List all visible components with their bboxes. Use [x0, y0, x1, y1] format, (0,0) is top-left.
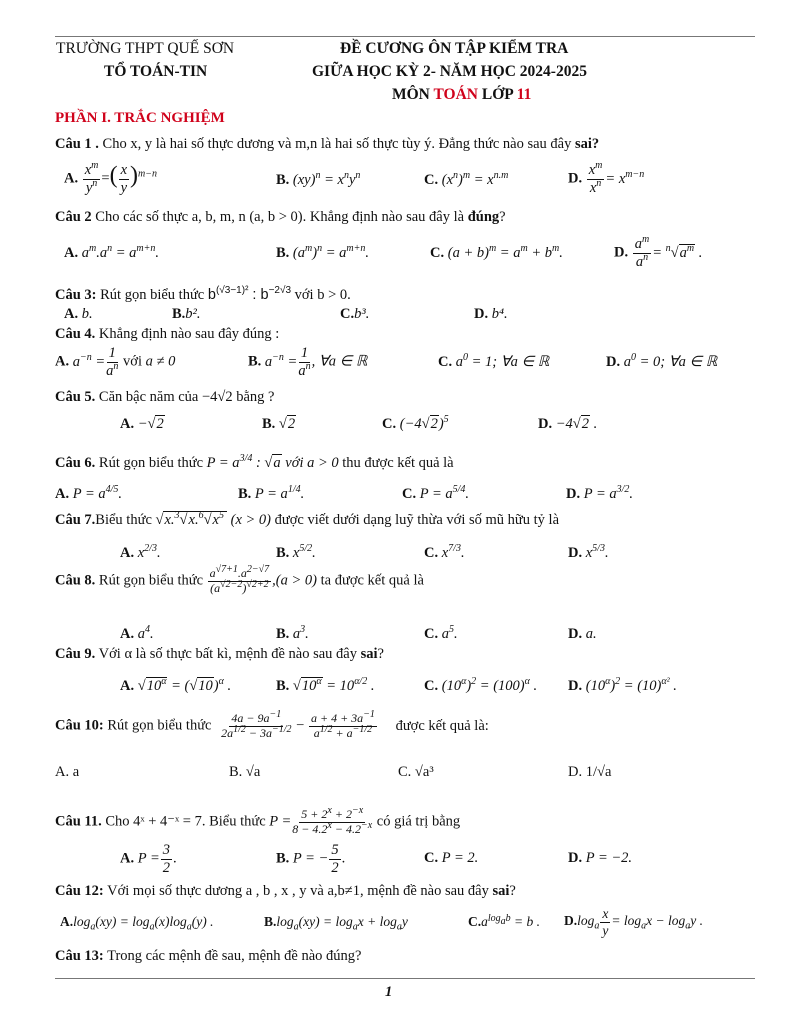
q6-option-d: D. $P = a^{3/2}$. [566, 484, 634, 502]
q7-option-c: C. $x^{7/3}$. [424, 543, 465, 561]
subject-line [392, 86, 531, 104]
question-8: Câu 8. Rút gọn biểu thức $\frac{a^{√7+1}.a^{2-√7}}{(a^{√2-2})^{√2+2}}$ ,(a > 0) ta được kết quả là [55, 564, 424, 595]
subject-suffix: LỚP [481, 86, 513, 103]
q1-option-c: C. $(x^n)^m = x^{n.m}$ [424, 170, 509, 188]
q5-option-a: A. −√2 [120, 416, 164, 432]
q5-option-c: C. $(-4√2)^5$ [382, 414, 449, 432]
q12-option-d: $D.\log_a$ $\frac{x}{y}$ = $\log_ax - \log_ay$ . [564, 906, 703, 938]
q4-option-c: C. $a^0 = 1$; ∀a ∈ ℝ [438, 352, 550, 370]
q5-option-d: D. −4√2 . [538, 416, 598, 432]
q3-option-a: A. b. [64, 306, 93, 322]
q9-option-a: A. $√10^\alpha = (√10)^\alpha$ . [120, 676, 232, 694]
question-9: Câu 9. Với α là số thực bất kì, mệnh đề nào sau đây sai? [55, 646, 384, 662]
doc-title-line1: ĐỀ CƯƠNG ÔN TẬP KIỂM TRA [340, 40, 569, 57]
q3-option-d: D. b⁴. [474, 306, 508, 322]
department-name: TỔ TOÁN-TIN [104, 63, 208, 80]
q2-option-c: C. $(a + b)^m = a^m + b^m$. [430, 243, 563, 261]
section-title: PHẦN I. TRẮC NGHIỆM [55, 110, 225, 126]
q4-option-a: A. $a^{-n}$ = $\frac{1}{a^n}$ với a ≠ 0 [55, 345, 176, 379]
q6-option-b: B. $P = a^{1/4}$. [238, 484, 305, 502]
q11-option-a: A. P = $\frac{3}{2}$ . [120, 842, 177, 876]
question-1 [55, 136, 599, 153]
q4-option-b: B. $a^{-n}$ = $\frac{1}{a^n}$ , ∀a ∈ ℝ [248, 345, 368, 379]
q9-option-c: C. $(10^\alpha)^2 = (100)^\alpha$ . [424, 676, 538, 694]
top-rule [55, 36, 755, 37]
question-6: Câu 6. Rút gọn biểu thức $P = a^{3/4}$ : √a với a > 0 thu được kết quả là [55, 453, 454, 471]
subject-word: TOÁN [433, 86, 479, 103]
grade: 11 [516, 86, 532, 103]
q1-option-d: D. $\frac{x^m}{x^n}$ = $x^{m-n}$ [568, 160, 645, 196]
question-7: Câu 7.Biểu thức $√x.^3√x.^6√x^5$ (x > 0) được viết dưới dạng luỹ thừa với số mũ hữu tỷ là [55, 510, 560, 528]
question-2: Câu 2 Cho các số thực a, b, m, n (a, b > 0). Khẳng định nào sau đây là đúng? [55, 209, 506, 225]
q12-option-a: $A.\log_a(xy) = \log_a(x)\log_a(y)$ . [60, 914, 214, 933]
q10-option-a: A. a [55, 764, 80, 780]
doc-title-line2: GIỮA HỌC KỲ 2- NĂM HỌC 2024-2025 [312, 63, 587, 80]
question-4: Câu 4. Khẳng định nào sau đây đúng : [55, 326, 280, 342]
q10-option-d: D. 1/√a [568, 764, 612, 780]
q10-option-b: B. √a [229, 764, 261, 780]
q12-option-b: $B.\log_a(xy) = \log_ax + \log_ay$ [264, 914, 408, 933]
q3-option-b: B.b². [172, 306, 201, 322]
q11-option-c: C. P = 2. [424, 850, 479, 866]
q1-option-a: A. $\frac{x^m}{y^n}$ =( $\frac{x}{y}$ )$^{m-n}$ [64, 160, 158, 196]
page-number: 1 [385, 984, 393, 1000]
question-5: Câu 5. Căn bậc năm của −4√2 bằng ? [55, 389, 275, 405]
q7-option-a: A. $x^{2/3}$. [120, 543, 161, 561]
q7-option-b: B. $x^{5/2}$. [276, 543, 316, 561]
q1-label: Câu 1 . [55, 136, 99, 152]
q1-option-b: B. $(xy)^n = x^ny^n$ [276, 170, 361, 188]
question-3: Câu 3: Rút gọn biểu thức $b^{(√3-1)^2}$ : $b^{-2√3}$ với b > 0. [55, 285, 351, 303]
q9-option-d: D. $(10^\alpha)^2 = (10)^{\alpha^2}$ . [568, 676, 677, 694]
q6-option-a: A. $P = a^{4/5}$. [55, 484, 123, 502]
school-name: TRƯỜNG THPT QUẾ SƠN [56, 40, 235, 57]
q8-option-b: B. $a^3$. [276, 624, 309, 642]
q2-option-b: B. $(a^m)^n = a^{m+n}$. [276, 243, 369, 261]
subject-prefix: MÔN [392, 86, 430, 103]
question-13: Câu 13: Trong các mệnh đề sau, mệnh đề nào đúng? [55, 948, 362, 964]
q2-option-a: A. $a^m.a^n = a^{m+n}$. [64, 243, 159, 261]
question-12: Câu 12: Với mọi số thực dương a , b , x , y và a,b≠1, mệnh đề nào sau đây sai? [55, 883, 516, 899]
q10-option-c: C. √a³ [398, 764, 434, 780]
q6-option-c: C. $P = a^{5/4}$. [402, 484, 470, 502]
q9-option-b: B. $√10^\alpha = 10^{\alpha/2}$ . [276, 676, 375, 694]
q11-option-d: D. P = −2. [568, 850, 633, 866]
q2-option-d: D. $\frac{a^m}{a^n}$ = $^n√a^m$ . [614, 234, 703, 270]
q1-text: Cho x, y là hai số thực dương và m,n là hai số thực tùy ý. Đẳng thức nào sau đây [102, 136, 572, 152]
q3-option-c: C.b³. [340, 306, 370, 322]
q12-option-c: $C.a^{log_ab} = b$ . [468, 912, 541, 929]
question-10: Câu 10: Rút gọn biểu thức $\frac{4a - 9a^{-1}}{2a^{1/2} - 3a^{-1/2}}$ − $\frac{a + 4 + 3a^{-1}}{a^{1/2} + a^{-1/2}}$ được kết quả là: [55, 709, 489, 740]
q8-option-a: A. $a^4$. [120, 624, 154, 642]
q5-option-b: B. √2 [262, 416, 296, 432]
q11-option-b: B. P = − $\frac{5}{2}$ . [276, 842, 346, 876]
q4-option-d: D. $a^0 = 0$; ∀a ∈ ℝ [606, 352, 718, 370]
q1-emph: sai? [574, 136, 600, 152]
q8-option-d: D. a. [568, 626, 597, 642]
q7-option-d: D. $x^{5/3}$. [568, 543, 609, 561]
q8-option-c: C. $a^5$. [424, 624, 458, 642]
question-11: Câu 11. Cho 4ˣ + 4⁻ˣ = 7. Biểu thức P = $\frac{5 + 2^x + 2^{-x}}{8 - 4.2^x - 4.2^{-x}}$ có giá trị bằng [55, 805, 461, 836]
bottom-rule [55, 978, 755, 979]
